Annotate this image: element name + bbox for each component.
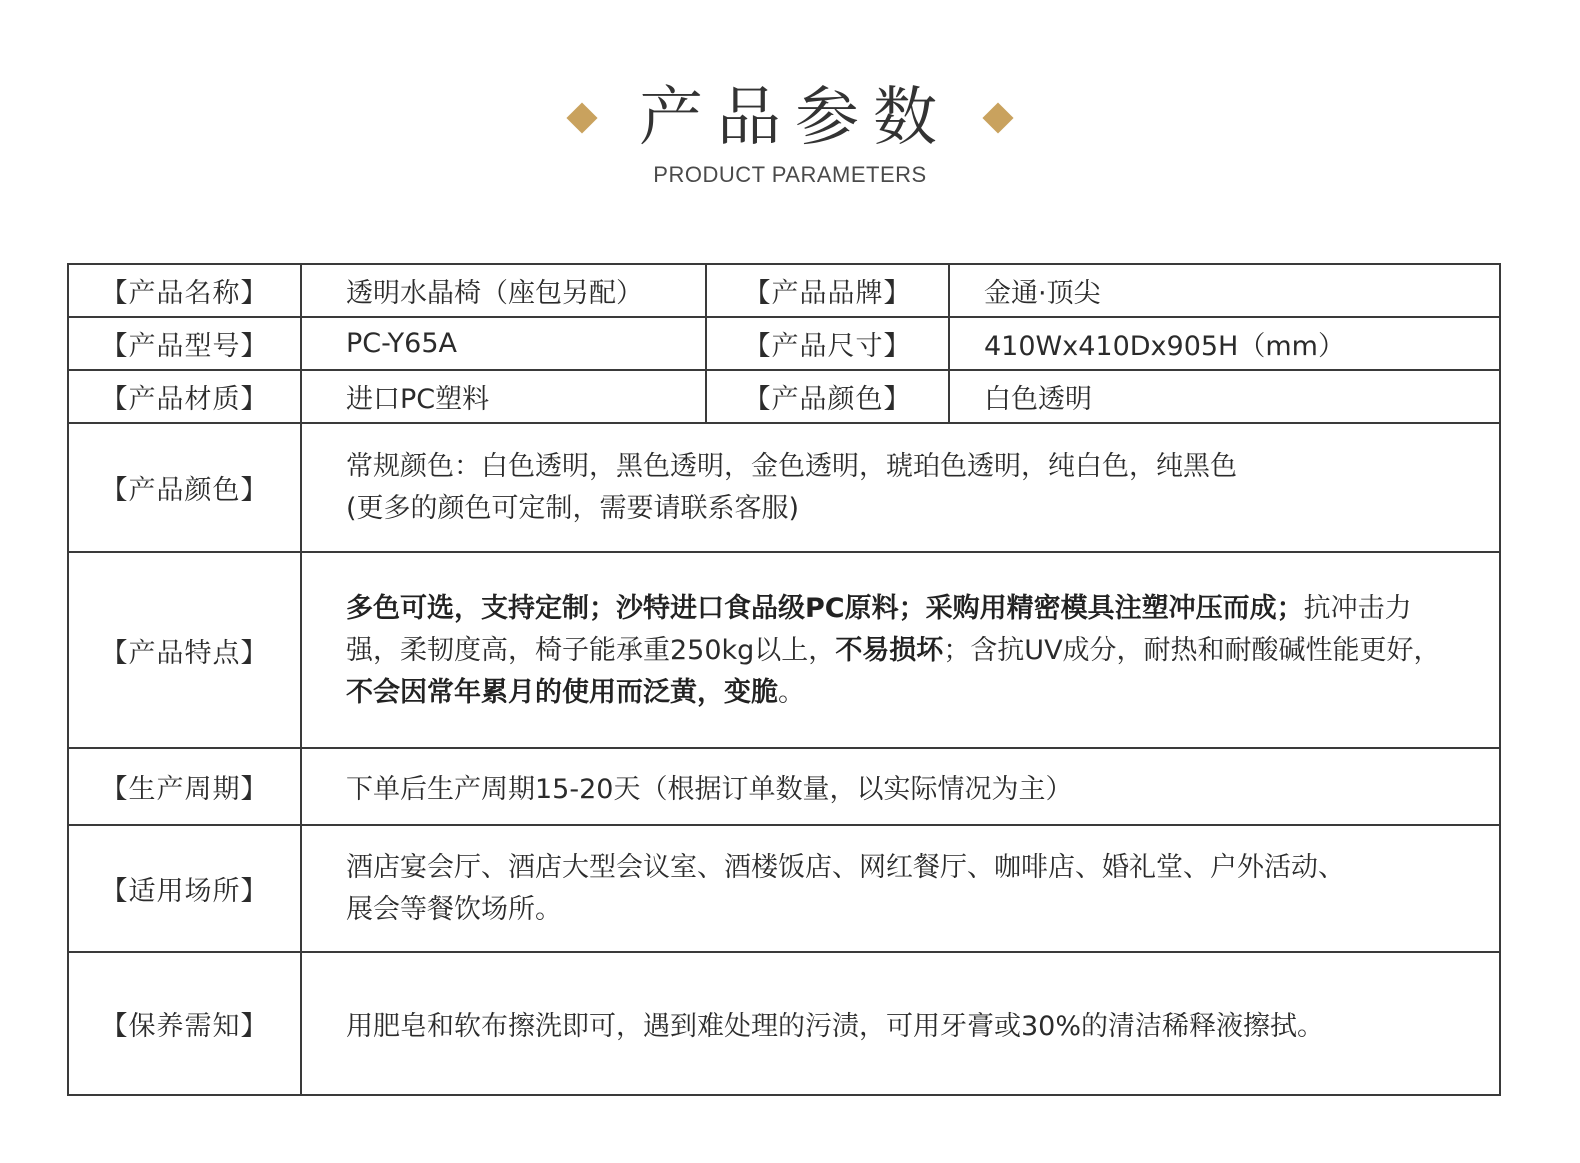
features-segment: ；含抗UV成分，耐热和耐酸碱性能更好， (943, 635, 1441, 666)
table-row (68, 552, 1500, 748)
label-product-size: 【产品尺寸】 (706, 317, 949, 370)
features-segment: 。 (778, 677, 805, 708)
table-row (68, 264, 1500, 317)
value-product-model: PC-Y65A (301, 317, 706, 370)
features-segment: 多色可选，支持定制；沙特进口食品级PC原料；采购用精密模具注塑冲压而成； (346, 593, 1304, 624)
label-features: 【产品特点】 (68, 552, 301, 748)
value-production-cycle: 下单后生产周期15-20天（根据订单数量，以实际情况为主） (301, 748, 1500, 825)
label-care: 【保养需知】 (68, 952, 301, 1095)
places-line: 展会等餐饮场所。 (346, 893, 562, 925)
features-text (346, 586, 1479, 714)
value-applicable-places (301, 825, 1500, 952)
parameters-table (67, 263, 1501, 1096)
color-custom-note: (更多的颜色可定制，需要请联系客服) (346, 492, 800, 524)
table-row (68, 748, 1500, 825)
table-row (68, 952, 1500, 1095)
label-product-material: 【产品材质】 (68, 370, 301, 423)
table-row (68, 370, 1500, 423)
label-product-brand: 【产品品牌】 (706, 264, 949, 317)
value-product-size: 410Wx410Dx905H（mm） (949, 317, 1500, 370)
value-care: 用肥皂和软布擦洗即可，遇到难处理的污渍，可用牙膏或30%的清洁稀释液擦拭。 (301, 952, 1500, 1095)
section-header (0, 78, 1580, 188)
label-product-name: 【产品名称】 (68, 264, 301, 317)
table-row (68, 825, 1500, 952)
value-features (301, 552, 1500, 748)
label-product-model: 【产品型号】 (68, 317, 301, 370)
label-production-cycle: 【生产周期】 (68, 748, 301, 825)
page-title: 产品参数 (639, 81, 951, 155)
label-product-color: 【产品颜色】 (706, 370, 949, 423)
page-subtitle: PRODUCT PARAMETERS (653, 162, 927, 187)
title-row (0, 78, 1580, 158)
color-options-line: 常规颜色：白色透明，黑色透明，金色透明，琥珀色透明，纯白色，纯黑色 (346, 450, 1237, 482)
features-segment: 不会因常年累月的使用而泛黄，变脆 (346, 677, 778, 708)
label-color-options: 【产品颜色】 (68, 423, 301, 552)
label-applicable-places: 【适用场所】 (68, 825, 301, 952)
features-segment: 抗冲击力强，柔韧度高，椅子能承重250kg以上， (346, 593, 1412, 666)
places-line: 酒店宴会厅、酒店大型会议室、酒楼饭店、网红餐厅、咖啡店、婚礼堂、户外活动、 (346, 851, 1345, 883)
value-product-color: 白色透明 (949, 370, 1500, 423)
value-product-name: 透明水晶椅（座包另配） (301, 264, 706, 317)
value-color-options (301, 423, 1500, 552)
diamond-icon (982, 102, 1013, 133)
table-row (68, 317, 1500, 370)
table-row (68, 423, 1500, 552)
value-product-material: 进口PC塑料 (301, 370, 706, 423)
value-product-brand: 金通·顶尖 (949, 264, 1500, 317)
features-segment: 不易损坏 (835, 635, 944, 666)
diamond-icon (566, 102, 597, 133)
